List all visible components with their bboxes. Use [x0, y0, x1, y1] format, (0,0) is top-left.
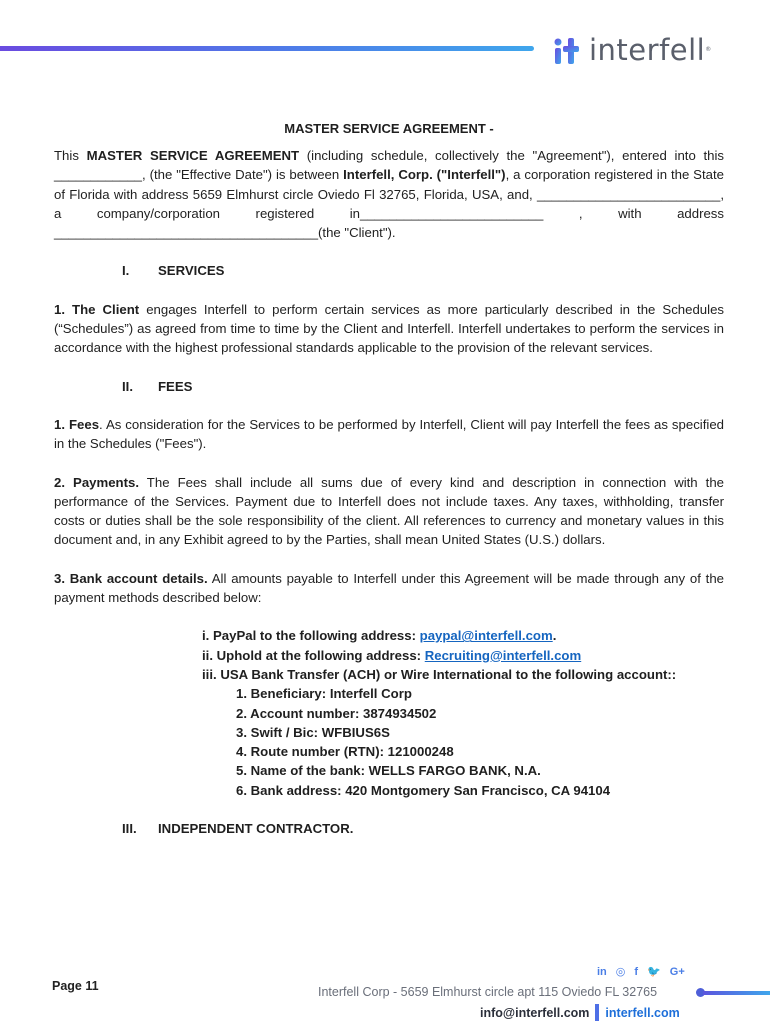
header-gradient-line	[0, 46, 534, 51]
ach-method: iii. USA Bank Transfer (ACH) or Wire International to the following account::	[202, 666, 677, 682]
bank-detail-item: 2. Account number: 3874934502	[236, 705, 437, 721]
footer-contact	[480, 1004, 680, 1021]
services-paragraph: 1. The Client engages Interfell to perform certain services as more particularly described in the Schedules (“Schedules”) as agreed from time to time by the Client and Interfell. Interfell undertakes to perform the services in accordance with the highest professional standards applicable to the provision of the relevant services.	[54, 301, 724, 356]
document-title: MASTER SERVICE AGREEMENT -	[284, 121, 494, 136]
uphold-method: ii. Uphold at the following address: Recruiting@interfell.com	[202, 647, 582, 663]
bank-detail-item: 5. Name of the bank: WELLS FARGO BANK, N.A.	[236, 763, 541, 779]
section-heading-services: I. SERVICES	[122, 263, 225, 279]
twitter-icon[interactable]: 🐦	[647, 966, 661, 978]
fees-paragraph: 1. Fees. As consideration for the Services to be performed by Interfell, Client will pay Interfell the fees as specified in the Schedules ("Fees").	[54, 416, 724, 452]
google-plus-icon[interactable]: G+	[669, 965, 685, 978]
logo-text: interfell®	[589, 33, 712, 67]
bank-detail-item: 6. Bank address: 420 Montgomery San Francisco, CA 94104	[236, 782, 611, 798]
bank-account-paragraph: 3. Bank account details. All amounts payable to Interfell under this Agreement will be made through any of the payment methods described below:	[54, 570, 724, 606]
facebook-icon[interactable]: f	[634, 965, 639, 978]
section-heading-independent-contractor: III. INDEPENDENT CONTRACTOR.	[122, 821, 354, 837]
bank-details-list	[236, 684, 724, 800]
uphold-email-link[interactable]: Recruiting@interfell.com	[424, 647, 582, 663]
footer-website[interactable]: interfell.com	[605, 1005, 680, 1020]
payment-methods-list	[202, 626, 724, 800]
paypal-method: i. PayPal to the following address: paypal@interfell.com.	[202, 628, 557, 644]
paypal-email-link[interactable]: paypal@interfell.com	[419, 628, 553, 644]
bank-detail-item: 1. Beneficiary: Interfell Corp	[236, 686, 412, 702]
interfell-logo-mark-icon	[553, 34, 583, 66]
footer-email[interactable]: info@interfell.com	[480, 1005, 590, 1020]
section-heading-fees: II. FEES	[122, 378, 193, 394]
intro-paragraph: This MASTER SERVICE AGREEMENT (including schedule, collectively the "Agreement"), entered into this ____________, (the "Effective Date") is between Interfell, Corp. ("Interfell"), a corporation registered in the State of Florida with address 5659 Elmhurst circle Oviedo Fl 32765, Florida, USA, and, _________________________, a company/corporation registered in_________________________ , with address ____________________________________(the "Client").	[54, 148, 725, 241]
footer-gradient-line	[703, 991, 770, 995]
social-icons	[597, 965, 685, 978]
document-body	[54, 121, 724, 857]
bank-detail-item: 3. Swift / Bic: WFBIUS6S	[236, 724, 390, 740]
linkedin-icon[interactable]: in	[597, 965, 607, 978]
page-number: Page 11	[52, 979, 99, 993]
payments-paragraph: 2. Payments. The Fees shall include all sums due of every kind and description in connection with the performance of the Services. Payment due to Interfell does not include taxes. Any taxes, withholding, transfer costs or duties shall be the sole responsibility of the client. All references to currency and monetary values in this document and, in any Exhibit agreed to by the Parties, shall mean United States (U.S.) dollars.	[54, 474, 725, 548]
instagram-icon[interactable]: ◎	[615, 966, 626, 978]
bank-detail-item: 4. Route number (RTN): 121000248	[236, 744, 454, 760]
footer-address: Interfell Corp - 5659 Elmhurst circle apt 115 Oviedo FL 32765	[318, 985, 658, 999]
footer-separator	[595, 1004, 599, 1021]
interfell-logo	[553, 34, 712, 66]
